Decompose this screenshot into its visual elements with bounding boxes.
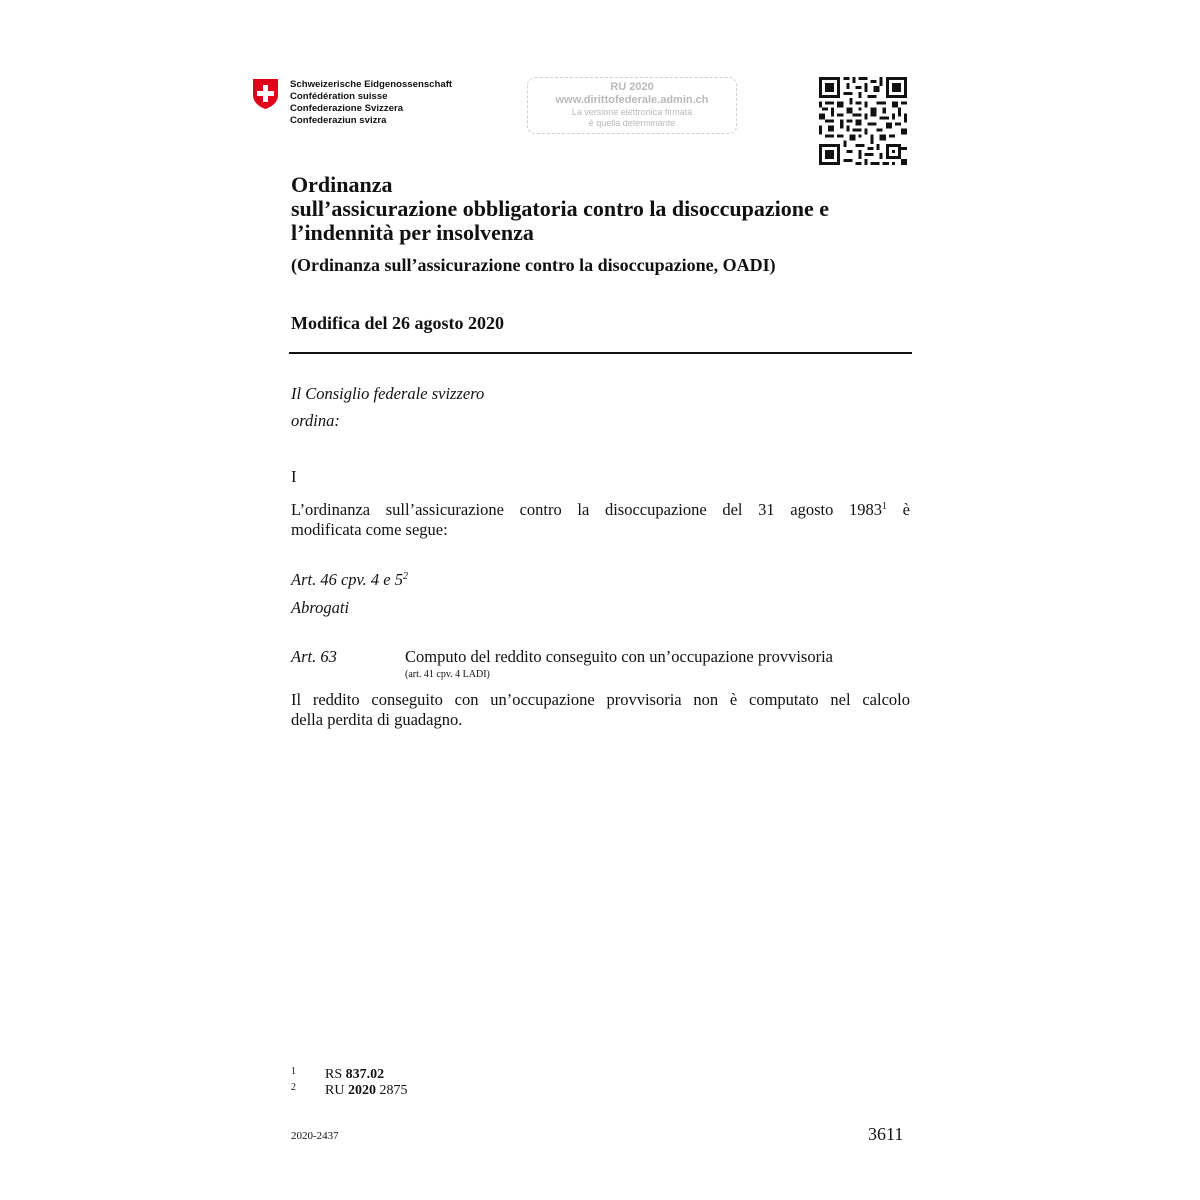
art-63-text-line-2: della perdita di guadagno.	[291, 710, 463, 729]
footnote-2-suffix: 2875	[375, 1083, 408, 1098]
stamp-note-1: La versione elettronica firmata	[571, 107, 693, 117]
footnote-ref-1[interactable]: 1	[882, 501, 888, 512]
intro-paragraph-line-1	[291, 500, 910, 520]
stamp-note-2: è quella determinante	[588, 118, 676, 128]
stamp-website[interactable]: www.dirittofederale.admin.ch	[555, 94, 709, 106]
swiss-coat-of-arms-icon	[252, 78, 279, 110]
confederation-name-fr: Confédération suisse	[290, 91, 388, 102]
footnote-1-bold: 837.02	[345, 1067, 385, 1082]
page-number: 3611	[868, 1124, 904, 1144]
footnote-2	[291, 1080, 407, 1099]
intro-text-end: è	[887, 500, 910, 519]
footnote-2-number: 2	[291, 1082, 296, 1093]
title-line-1: Ordinanza	[291, 172, 393, 197]
preamble-ordains: ordina:	[291, 411, 340, 430]
confederation-name-it: Confederazione Svizzera	[290, 103, 404, 114]
footnote-2-bold: 2020	[347, 1083, 376, 1098]
footnote-1-prefix: RS	[325, 1067, 346, 1082]
official-publication-stamp	[527, 77, 737, 134]
art-63-title: Computo del reddito conseguito con un’occupazione provvisoria	[405, 647, 833, 666]
intro-text: L’ordinanza sull’assicurazione contro la disoccupazione del 31 agosto 1983	[291, 500, 883, 519]
title-line-2: sull’assicurazione obbligatoria contro la disoccupazione e	[291, 196, 829, 221]
stamp-collection: RU 2020	[610, 81, 654, 93]
art-46-heading	[291, 570, 408, 590]
section-number: I	[291, 467, 297, 486]
preamble-authority: Il Consiglio federale svizzero	[291, 384, 485, 403]
art-46-label: Art. 46 cpv. 4 e 5	[291, 570, 403, 589]
art-63-number: Art. 63	[291, 647, 337, 666]
footnote-1-number: 1	[291, 1066, 296, 1077]
confederation-name-rm: Confederaziun svizra	[290, 115, 387, 126]
amendment-date: Modifica del 26 agosto 2020	[291, 313, 504, 333]
footnote-ref-2[interactable]: 2	[402, 571, 408, 582]
title-line-3: l’indennità per insolvenza	[291, 220, 534, 245]
intro-paragraph-line-2: modificata come segue:	[291, 520, 448, 539]
title-divider	[289, 352, 912, 354]
document-number: 2020-2437	[291, 1130, 339, 1142]
confederation-names	[290, 79, 452, 127]
art-46-text: Abrogati	[291, 598, 350, 617]
qr-code-icon	[819, 77, 907, 165]
ordinance-title	[291, 173, 921, 245]
art-63-text-line-1: Il reddito conseguito con un’occupazione provvisoria non è computato nel calcolo	[291, 690, 910, 709]
footnote-2-prefix: RU	[325, 1083, 348, 1098]
confederation-name-de: Schweizerische Eidgenossenschaft	[290, 79, 453, 90]
ordinance-short-title: (Ordinanza sull’assicurazione contro la disoccupazione, OADI)	[291, 255, 776, 275]
art-63-reference: (art. 41 cpv. 4 LADI)	[405, 669, 490, 680]
